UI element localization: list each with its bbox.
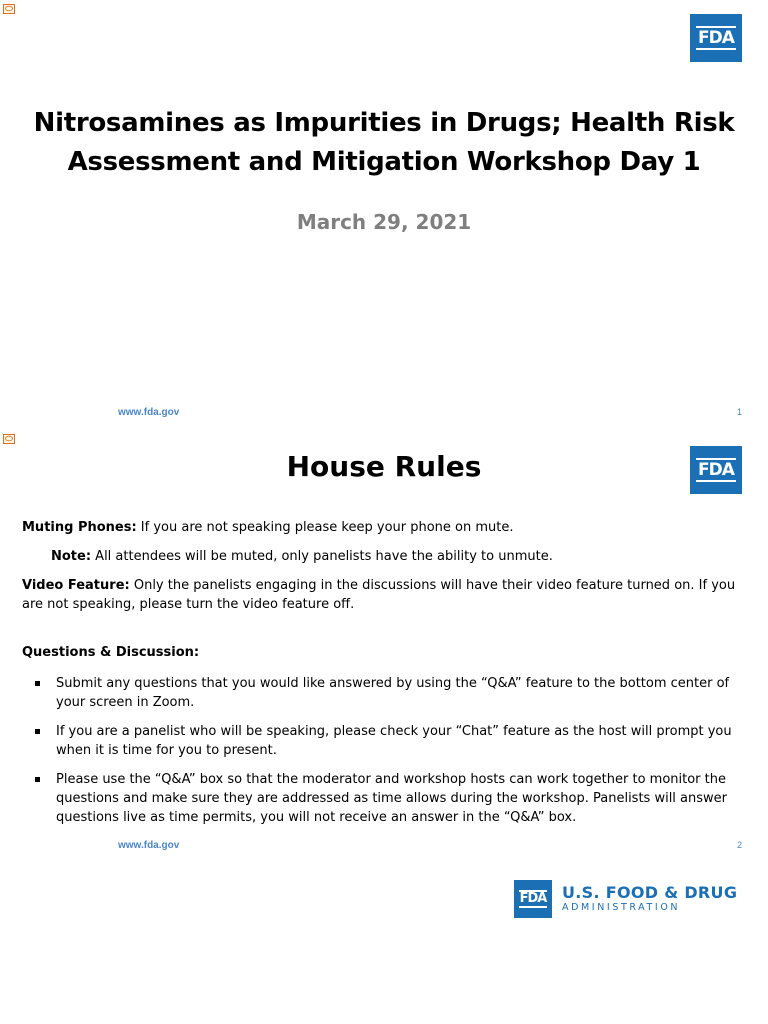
rule-label: Muting Phones: xyxy=(22,520,137,535)
wordmark-line1: U.S. FOOD & DRUG xyxy=(562,883,738,902)
slide-title: Nitrosamines as Impurities in Drugs; Health Risk Assessment and Mitigation Workshop Day 1 xyxy=(33,108,735,177)
qa-heading-text: Questions & Discussion: xyxy=(22,645,200,660)
footer-url[interactable]: www.fda.gov xyxy=(118,407,180,418)
fda-mark xyxy=(514,880,552,918)
rule-label: Video Feature: xyxy=(22,578,130,593)
slide-1 xyxy=(0,0,768,426)
fda-wordmark xyxy=(562,884,737,914)
fda-administration-logo xyxy=(514,880,737,918)
rule-text: All attendees will be muted, only panelists have the ability to unmute. xyxy=(91,549,553,564)
slide-title: House Rules xyxy=(286,450,482,483)
wordmark-line2: ADMINISTRATION xyxy=(562,902,681,913)
list-item: If you are a panelist who will be speaking, please check your “Chat” feature as the host will prompt you when it is time for you to present. xyxy=(22,722,744,760)
fda-logo-text: FDA xyxy=(698,28,734,48)
slide-2 xyxy=(0,428,768,858)
fda-mark-text: FDA xyxy=(519,891,547,906)
comment-annotation-icon[interactable] xyxy=(3,434,15,444)
qa-bullet-list xyxy=(22,674,744,837)
muting-phones-rule xyxy=(22,518,744,537)
footer-url[interactable]: www.fda.gov xyxy=(118,840,180,851)
list-item: Submit any questions that you would like answered by using the “Q&A” feature to the bottom center of your screen in Zoom. xyxy=(22,674,744,712)
slide-date: March 29, 2021 xyxy=(296,210,472,234)
page-number: 2 xyxy=(736,840,742,850)
fda-logo-text: FDA xyxy=(698,460,734,480)
video-feature-rule xyxy=(22,576,744,614)
comment-annotation-icon[interactable] xyxy=(3,4,15,14)
page-number: 1 xyxy=(736,407,742,417)
rule-text: Only the panelists engaging in the discussions will have their video feature turned on. If you are not speaking, please turn the video feature off. xyxy=(22,578,736,612)
rule-label: Note: xyxy=(51,549,92,564)
rule-text: If you are not speaking please keep your phone on mute. xyxy=(136,520,514,535)
fda-logo xyxy=(690,14,742,62)
list-item: Please use the “Q&A” box so that the moderator and workshop hosts can work together to monitor the questions and make sure they are addressed as time allows during the workshop. Panelists will answer questions live as time permits, you will not receive an answer in the “Q&A” box. xyxy=(22,770,744,827)
qa-heading xyxy=(22,643,744,662)
note-rule xyxy=(51,547,744,566)
